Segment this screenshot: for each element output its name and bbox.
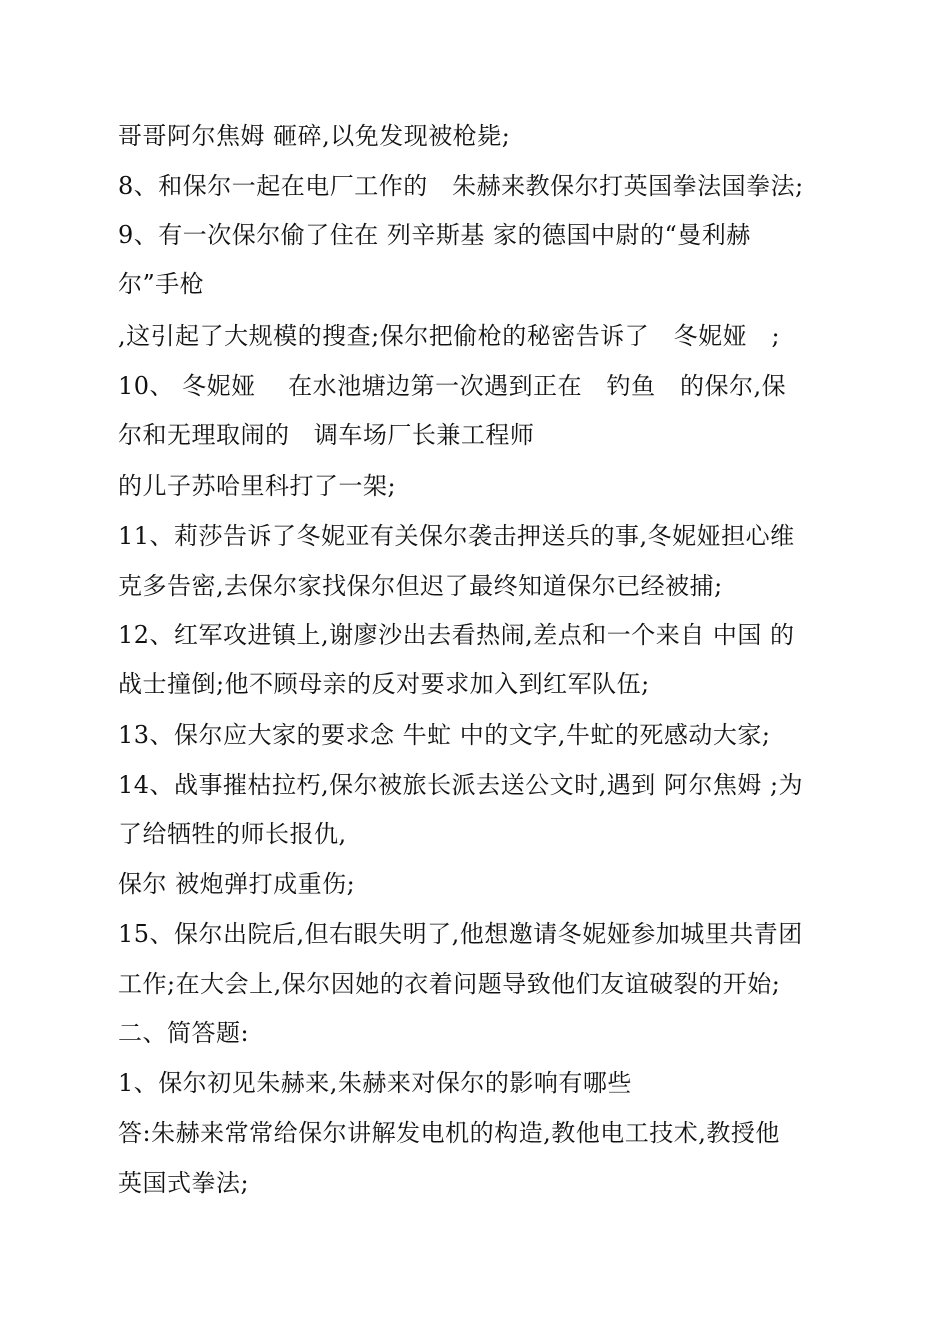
section-heading: 二、简答题:: [118, 1019, 250, 1047]
text-line: 尔”手枪: [118, 270, 205, 298]
text-line: 的儿子苏哈里科打了一架;: [118, 472, 397, 500]
text-line: 战士撞倒;他不顾母亲的反对要求加入到红军队伍;: [118, 670, 650, 698]
text-line: 工作;在大会上,保尔因她的衣着问题导致他们友谊破裂的开始;: [118, 970, 781, 998]
text-line: 10、 冬妮娅 在水池塘边第一次遇到正在 钓鱼 的保尔,保: [118, 372, 787, 400]
question-line: 1、保尔初见朱赫来,朱赫来对保尔的影响有哪些: [118, 1069, 632, 1097]
text-line: 尔和无理取闹的 调车场厂长兼工程师: [118, 421, 535, 449]
text-line: 了给牺牲的师长报仇,: [118, 820, 347, 848]
answer-line: 答:朱赫来常常给保尔讲解发电机的构造,教他电工技术,教授他: [118, 1119, 780, 1147]
text-line: 11、莉莎告诉了冬妮亚有关保尔袭击押送兵的事,冬妮娅担心维: [118, 522, 795, 550]
text-line: 12、红军攻进镇上,谢廖沙出去看热闹,差点和一个来自 中国 的: [118, 621, 795, 649]
text-line: 15、保尔出院后,但右眼失明了,他想邀请冬妮娅参加城里共青团: [118, 920, 803, 948]
text-line: 保尔 被炮弹打成重伤;: [118, 870, 356, 898]
text-line: 14、战事摧枯拉朽,保尔被旅长派去送公文时,遇到 阿尔焦姆 ;为: [118, 771, 804, 799]
text-line: 哥哥阿尔焦姆 砸碎,以免发现被枪毙;: [118, 122, 511, 150]
answer-line: 英国式拳法;: [118, 1169, 250, 1197]
text-line: 克多告密,去保尔家找保尔但迟了最终知道保尔已经被捕;: [118, 572, 723, 600]
text-line: 9、有一次保尔偷了住在 列辛斯基 家的德国中尉的“曼利赫: [118, 221, 751, 249]
text-line: 13、保尔应大家的要求念 牛虻 中的文字,牛虻的死感动大家;: [118, 721, 771, 749]
text-line: ,这引起了大规模的搜查;保尔把偷枪的秘密告诉了 冬妮娅 ;: [118, 322, 781, 350]
text-line: 8、和保尔一起在电厂工作的 朱赫来教保尔打英国拳法国拳法;: [118, 172, 804, 200]
